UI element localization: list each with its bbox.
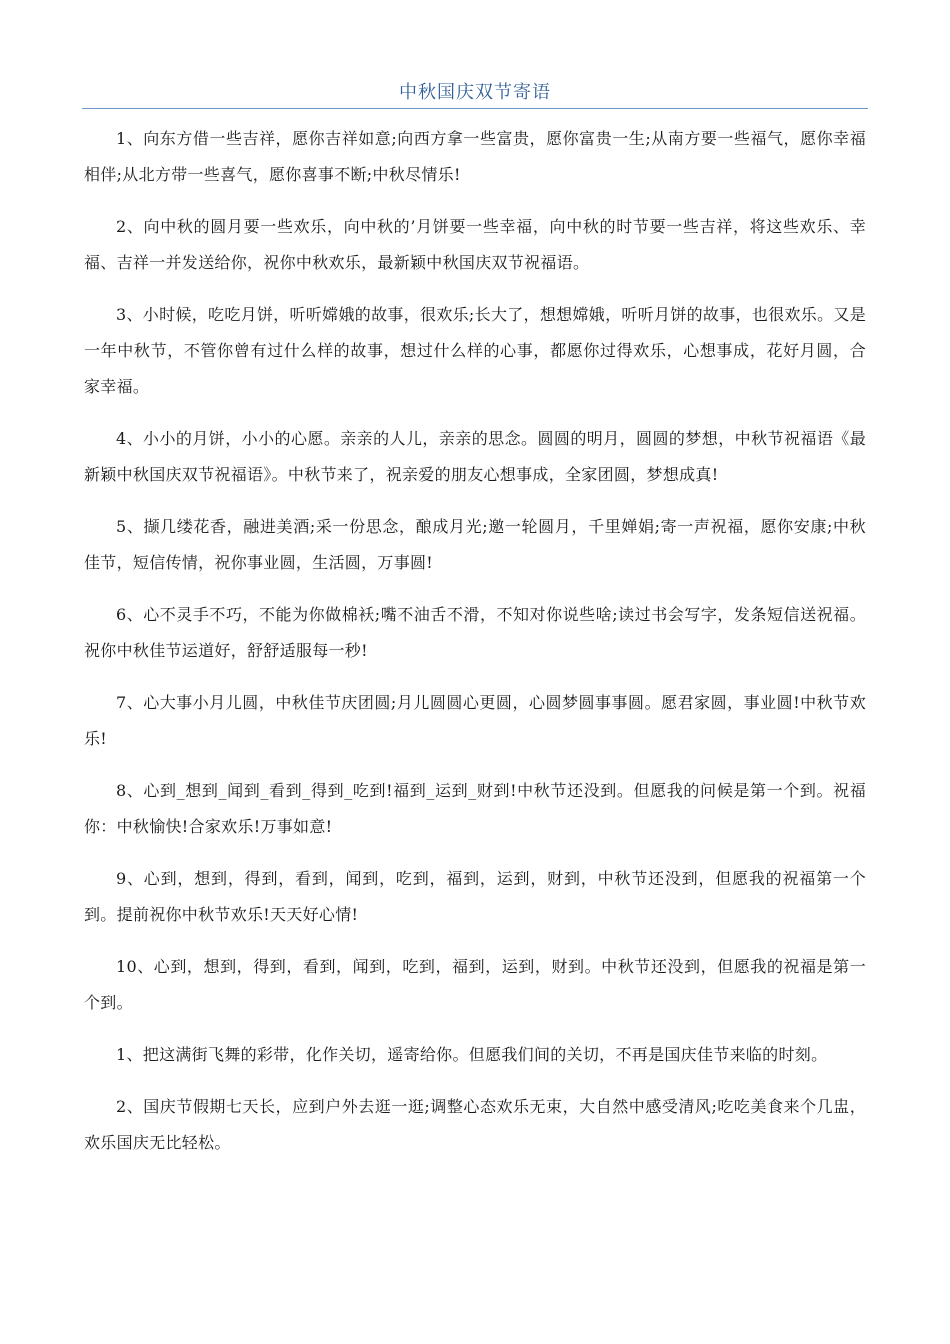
paragraph-mid-autumn-5: 5、撷几缕花香，融进美酒;采一份思念，酿成月光;邀一轮圆月，千里婵娟;寄一声祝福，愿你安康;中秋佳节，短信传情，祝你事业圆，生活圆，万事圆! [84, 517, 866, 572]
paragraph-mid-autumn-2: 2、向中秋的圆月要一些欢乐，向中秋的’月饼要一些幸福，向中秋的时节要一些吉祥，将这些欢乐、幸福、吉祥一并发送给你，祝你中秋欢乐，最新颖中秋国庆双节祝福语。 [84, 217, 866, 272]
document-header [82, 80, 868, 106]
paragraph-mid-autumn-8: 8、心到_想到_闻到_看到_得到_吃到!福到_运到_财到!中秋节还没到。但愿我的问候是第一个到。祝福你：中秋愉快!合家欢乐!万事如意! [84, 781, 866, 836]
paragraph-mid-autumn-9: 9、心到，想到，得到，看到，闻到，吃到，福到，运到，财到，中秋节还没到，但愿我的祝福第一个到。提前祝你中秋节欢乐!天天好心情! [84, 869, 866, 924]
paragraph-national-day-2: 2、国庆节假期七天长，应到户外去逛一逛;调整心态欢乐无束，大自然中感受清风;吃吃美食来个几盅，欢乐国庆无比轻松。 [84, 1097, 866, 1152]
document-title: 中秋国庆双节寄语 [399, 82, 551, 103]
title-underline [82, 108, 868, 109]
paragraph-mid-autumn-7: 7、心大事小月儿圆，中秋佳节庆团圆;月儿圆圆心更圆，心圆梦圆事事圆。愿君家圆，事业圆!中秋节欢乐! [84, 693, 866, 748]
paragraph-mid-autumn-10: 10、心到，想到，得到，看到，闻到，吃到，福到，运到，财到。中秋节还没到，但愿我的祝福是第一个到。 [84, 957, 866, 1012]
paragraph-mid-autumn-1: 1、向东方借一些吉祥，愿你吉祥如意;向西方拿一些富贵，愿你富贵一生;从南方要一些福气，愿你幸福相伴;从北方带一些喜气，愿你喜事不断;中秋尽情乐! [84, 129, 866, 184]
paragraph-mid-autumn-4: 4、小小的月饼，小小的心愿。亲亲的人儿，亲亲的思念。圆圆的明月，圆圆的梦想，中秋节祝福语《最新颖中秋国庆双节祝福语》。中秋节来了，祝亲爱的朋友心想事成，全家团圆，梦想成真! [84, 429, 866, 484]
paragraph-mid-autumn-6: 6、心不灵手不巧，不能为你做棉袄;嘴不油舌不滑，不知对你说些啥;读过书会写字，发条短信送祝福。祝你中秋佳节运道好，舒舒适服每一秒! [84, 605, 866, 660]
paragraph-mid-autumn-3: 3、小时候，吃吃月饼，听听嫦娥的故事，很欢乐;长大了，想想嫦娥，听听月饼的故事，也很欢乐。又是一年中秋节，不管你曾有过什么样的故事，想过什么样的心事，都愿你过得欢乐，心想事成，花好月圆，合家幸福。 [84, 305, 866, 396]
paragraph-national-day-1: 1、把这满街飞舞的彩带，化作关切，遥寄给你。但愿我们间的关切，不再是国庆佳节来临的时刻。 [116, 1045, 828, 1064]
document-body [84, 121, 866, 1177]
